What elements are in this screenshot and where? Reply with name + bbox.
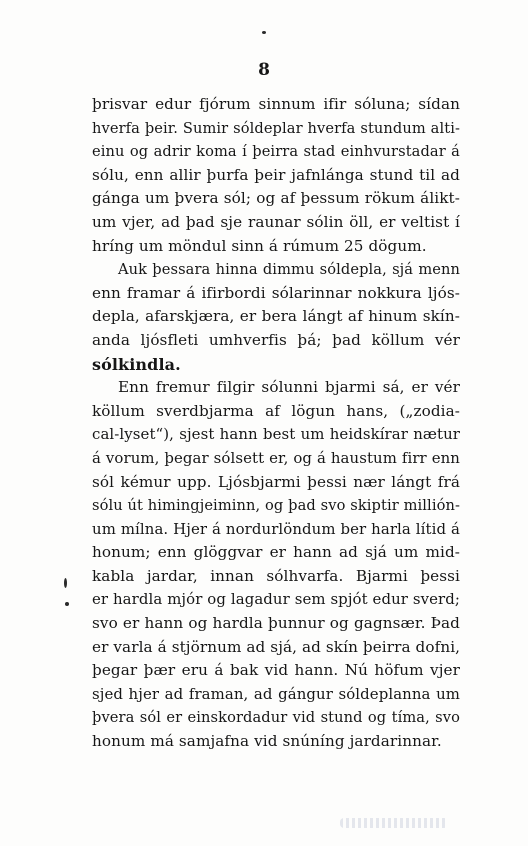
text-line: svo er hann og hardla þunnur og gagnsær. Þad — [92, 614, 460, 633]
text-line: cal-lyset“), sjest hann best um heidskírar nætur — [92, 425, 460, 444]
text-line: er varla á stjörnum ad sjá, ad skín þeirra dofni, — [92, 637, 460, 656]
text-line: þrisvar edur fjórum sinnum ifir sóluna; sídan — [92, 95, 460, 113]
text-line: um mílna. Hjer á nordurlöndum ber harla lítid á — [92, 519, 460, 538]
body-text — [92, 93, 460, 754]
text-line: einu og adrir koma í þeirra stad einhvurstadar á — [92, 143, 460, 161]
library-stamp — [340, 818, 448, 828]
text-line: sólu, enn allir þurfa þeir jafnlánga stund til ad — [92, 165, 460, 184]
paragraph-end-line: hríng um möndul sinn á rúmum 25 dögum. — [92, 236, 427, 255]
page-number: 8 — [258, 60, 270, 80]
text-line: depla, afarskjæra, er bera lángt af hinum skín- — [92, 307, 460, 326]
emphasized-term-line: sólkindla. — [92, 354, 181, 374]
text-line: anda ljósfleti umhverfis þá; þad köllum vér — [92, 330, 460, 349]
text-line: þegar þær eru á bak vid hann. Nú höfum vjer — [92, 661, 460, 680]
text-line: enn framar á ifirbordi sólarinnar nokkura ljós- — [92, 283, 460, 302]
ink-speck — [262, 31, 266, 34]
text-line: hverfa þeir. Sumir sóldeplar hverfa stundum alti- — [92, 119, 460, 137]
paragraph-end-line: honum má samjafna vid snúníng jardarinnar. — [92, 732, 442, 751]
margin-mark — [64, 578, 67, 588]
text-line: kabla jardar, innan sólhvarfa. Bjarmi þessi — [92, 566, 460, 585]
text-line: sjed hjer ad framan, ad gángur sóldeplanna um — [92, 684, 460, 703]
text-line: gánga um þvera sól; og af þessum rökum álikt- — [92, 189, 460, 208]
text-line: á vorum, þegar sólsett er, og á haustum firr enn — [92, 448, 460, 467]
margin-mark — [65, 602, 69, 606]
paragraph-start-line: Enn fremur filgir sólunni bjarmi sá, er vér — [118, 378, 460, 397]
paragraph-start-line: Auk þessara hinna dimmu sóldepla, sjá menn — [118, 261, 460, 279]
text-line: köllum sverdbjarma af lögun hans, („zodia- — [92, 401, 460, 420]
text-line: honum; enn glöggvar er hann ad sjá um mid- — [92, 543, 460, 562]
text-line: er hardla mjór og lagadur sem spjót edur sverd; — [92, 590, 460, 609]
text-line: um vjer, ad þad sje raunar sólin öll, er veltist í — [92, 212, 460, 231]
text-line: þvera sól er einskordadur vid stund og tíma, svo — [92, 709, 460, 727]
text-line: sól kémur upp. Ljósbjarmi þessi nær lángt frá — [92, 472, 460, 491]
text-line: sólu út himingjeiminn, og þad svo skiptir millión- — [92, 497, 460, 515]
